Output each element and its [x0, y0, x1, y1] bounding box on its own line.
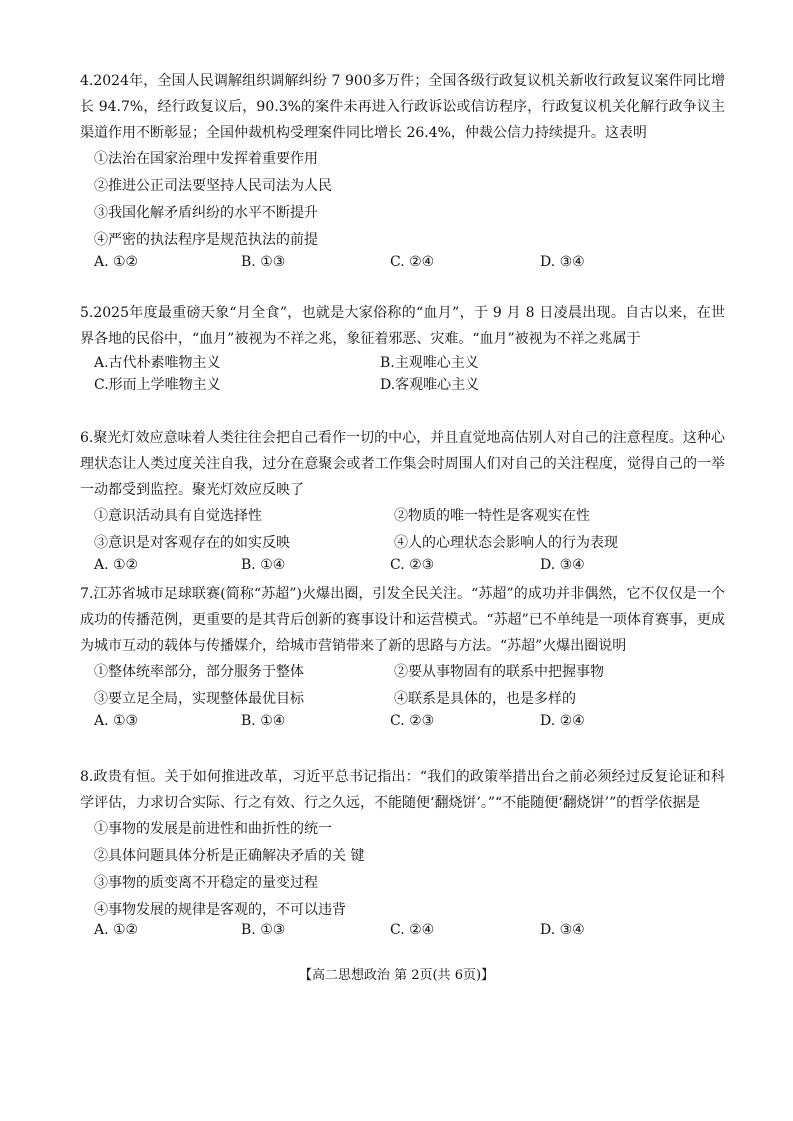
question-7-items-row-1 [94, 659, 725, 686]
question-6-choice-b: B. ①④ [241, 557, 286, 573]
page-footer: 【高二思想政治 第 2页(共 6页)】 [298, 968, 495, 983]
question-7-item-2: ②要从事物固有的联系中把握事物 [394, 664, 604, 680]
question-7-item-1: ①整体统率部分，部分服务于整体 [94, 664, 304, 680]
question-6-item-1: ①意识活动具有自觉选择性 [94, 508, 262, 524]
question-6-choices [94, 553, 725, 577]
question-4-item-2: ②推进公正司法要坚持人民司法为人民 [94, 178, 332, 194]
question-8-item-4: ④事物发展的规律是客观的，不可以违背 [94, 902, 346, 918]
question-4-stem: 4.2024年，全国人民调解组织调解纠纷 7 900多万件；全国各级行政复议机关新收行政复议案件同比增长 94.7%，经行政复议后，90.3%的案件未再进入行政诉讼或信访程序，行政复议机关化解行政争议主渠道作用不断彰显；全国仲裁机构受理案件同比增长 26.4%，仲裁公信力持续提升。这表明 [80, 73, 725, 141]
question-5-options-row-1 [94, 352, 725, 374]
question-6-item-4: ④人的心理状态会影响人的行为表现 [394, 535, 618, 551]
question-7-choices [94, 709, 725, 733]
question-6 [80, 425, 725, 577]
question-6-stem: 6.聚光灯效应意味着人类往往会把自己看作一切的中心，并且直觉地高估别人对自己的注意程度。这种心理状态让人类过度关注自我，过分在意聚会或者工作集会时周围人们对自己的关注程度，觉得自己的一举一动都受到监控。聚光灯效应反映了 [80, 430, 725, 498]
question-8 [80, 764, 725, 942]
question-6-items-row-1 [94, 503, 725, 530]
question-8-choice-c: C. ②④ [390, 922, 435, 938]
question-6-item-3: ③意识是对客观存在的如实反映 [94, 535, 290, 551]
question-4-choice-d: D. ③④ [540, 254, 585, 270]
question-7-choice-b: B. ①④ [241, 713, 286, 729]
question-7-item-4: ④联系是具体的，也是多样的 [394, 691, 576, 707]
question-4-item-1: ①法治在国家治理中发挥着重要作用 [94, 151, 318, 167]
question-5 [80, 300, 725, 396]
question-8-choices [94, 918, 725, 942]
question-5-option-d: D.客观唯心主义 [380, 377, 480, 393]
question-8-item-1: ①事物的发展是前进性和曲折性的统一 [94, 821, 332, 837]
question-5-option-a: A.古代朴素唯物主义 [94, 355, 221, 371]
question-5-options-row-2 [94, 374, 725, 396]
question-7-stem: 7.江苏省城市足球联赛(简称“苏超”)火爆出圈，引发全民关注。“苏超”的成功并非偶然，它不仅仅是一个成功的传播范例，更重要的是其背后创新的赛事设计和运营模式。“苏超”已不单纯是一项体育赛事，更成为城市互动的载体与传播媒介，给城市营销带来了新的思路与方法。“苏超”火爆出圈说明 [80, 586, 725, 654]
question-8-item-3: ③事物的质变离不开稳定的量变过程 [94, 875, 318, 891]
question-4-choice-c: C. ②④ [390, 254, 435, 270]
question-5-option-c: C.形而上学唯物主义 [94, 377, 221, 393]
question-7-choice-a: A. ①③ [94, 713, 139, 729]
question-4-item-4: ④严密的执法程序是规范执法的前提 [94, 232, 318, 248]
question-4-choice-b: B. ①③ [241, 254, 286, 270]
question-4 [80, 68, 725, 274]
question-6-choice-c: C. ②③ [390, 557, 435, 573]
question-6-item-2: ②物质的唯一特性是客观实在性 [394, 508, 590, 524]
question-8-item-2: ②具体问题具体分析是正确解决矛盾的关 键 [94, 848, 365, 864]
question-8-choice-a: A. ①② [94, 922, 139, 938]
question-8-choice-d: D. ③④ [540, 922, 585, 938]
question-8-stem: 8.政贵有恒。关于如何推进改革，习近平总书记指出：“我们的政策举措出台之前必须经过反复论证和科学评估，力求切合实际、行之有效、行之久远，不能随便‘翻烧饼’。”“不能随便‘翻烧饼’”的哲学依据是 [80, 769, 725, 811]
question-4-item-3: ③我国化解矛盾纠纷的水平不断提升 [94, 205, 318, 221]
question-4-choice-a: A. ①② [94, 254, 139, 270]
question-6-choice-d: D. ③④ [540, 557, 585, 573]
question-5-option-b: B.主观唯心主义 [380, 355, 479, 371]
question-5-stem: 5.2025年度最重磅天象“月全食”，也就是大家俗称的“血月”，于 9 月 8 日凌晨出现。自古以来，在世界各地的民俗中，“血月”被视为不祥之兆，象征着邪恶、灾难。“血月”被视为不祥之兆属于 [80, 305, 725, 347]
question-7 [80, 581, 725, 733]
question-8-choice-b: B. ①③ [241, 922, 286, 938]
question-7-choice-d: D. ②④ [540, 713, 585, 729]
question-7-choice-c: C. ②③ [390, 713, 435, 729]
question-6-choice-a: A. ①② [94, 557, 139, 573]
question-4-choices [94, 250, 725, 274]
question-7-item-3: ③要立足全局，实现整体最优目标 [94, 691, 304, 707]
